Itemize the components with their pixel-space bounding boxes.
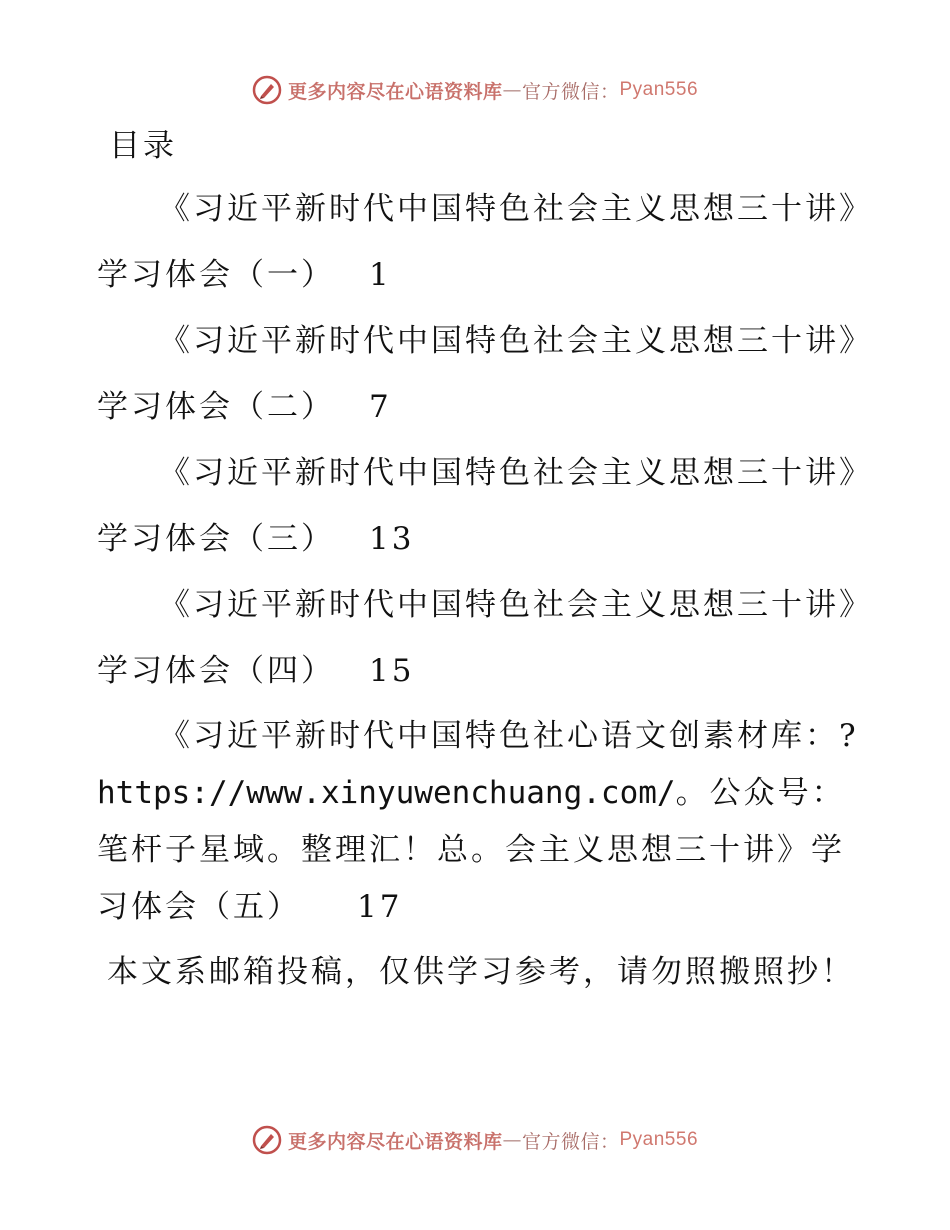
toc-entry-text: 《习近平新时代中国特色社会主义思想三十讲》学习体会（四） [97, 587, 858, 689]
toc-page-number: 17 [357, 889, 403, 925]
toc-page-number: 7 [369, 389, 392, 425]
toc-page-number: 1 [369, 257, 392, 293]
header-banner [0, 70, 950, 110]
footer-banner [0, 1120, 950, 1160]
official-label: 官方微信： [521, 80, 620, 103]
toc-page-number: 13 [369, 521, 415, 557]
toc-entry-text-suffix: 会主义思想三十讲》学习体会（五） [97, 832, 845, 925]
source-url[interactable]: https://www.xinyuwenchuang.com/ [97, 775, 676, 811]
official-label: 官方微信： [521, 1130, 620, 1153]
document-body [97, 116, 867, 1000]
toc-page-number: 15 [369, 653, 415, 689]
toc-title: 目录 [109, 128, 177, 164]
toc-entry[interactable] [97, 572, 867, 704]
brand-name: 更多内容尽在心语资料库 [287, 1130, 503, 1153]
wechat-id: Pyan556 [619, 1129, 699, 1150]
pen-logo-icon [252, 75, 282, 105]
toc-entry[interactable] [97, 308, 867, 440]
toc-entry[interactable] [97, 176, 867, 308]
banner-separator: — [502, 79, 522, 101]
toc-entry[interactable] [97, 440, 867, 572]
toc-entry-text: 《习近平新时代中国特色社会主义思想三十讲》学习体会（二） [97, 323, 858, 425]
toc-entry-text: 《习近平新时代中国特色社心语文创素材库：? [159, 718, 859, 754]
wechat-account-note: 。公众号：笔杆子星域。整理汇！总。 [97, 775, 846, 868]
pen-logo-icon [252, 1125, 282, 1155]
toc-entry-text: 《习近平新时代中国特色社会主义思想三十讲》学习体会（一） [97, 191, 858, 293]
brand-name: 更多内容尽在心语资料库 [287, 80, 503, 103]
copyright-notice: 本文系邮箱投稿，仅供学习参考，请勿照搬照抄！ [107, 954, 855, 990]
banner-separator: — [502, 1129, 522, 1151]
toc-entry-text: 《习近平新时代中国特色社会主义思想三十讲》学习体会（三） [97, 455, 858, 557]
wechat-id: Pyan556 [619, 79, 699, 100]
toc-entry[interactable] [97, 708, 867, 936]
